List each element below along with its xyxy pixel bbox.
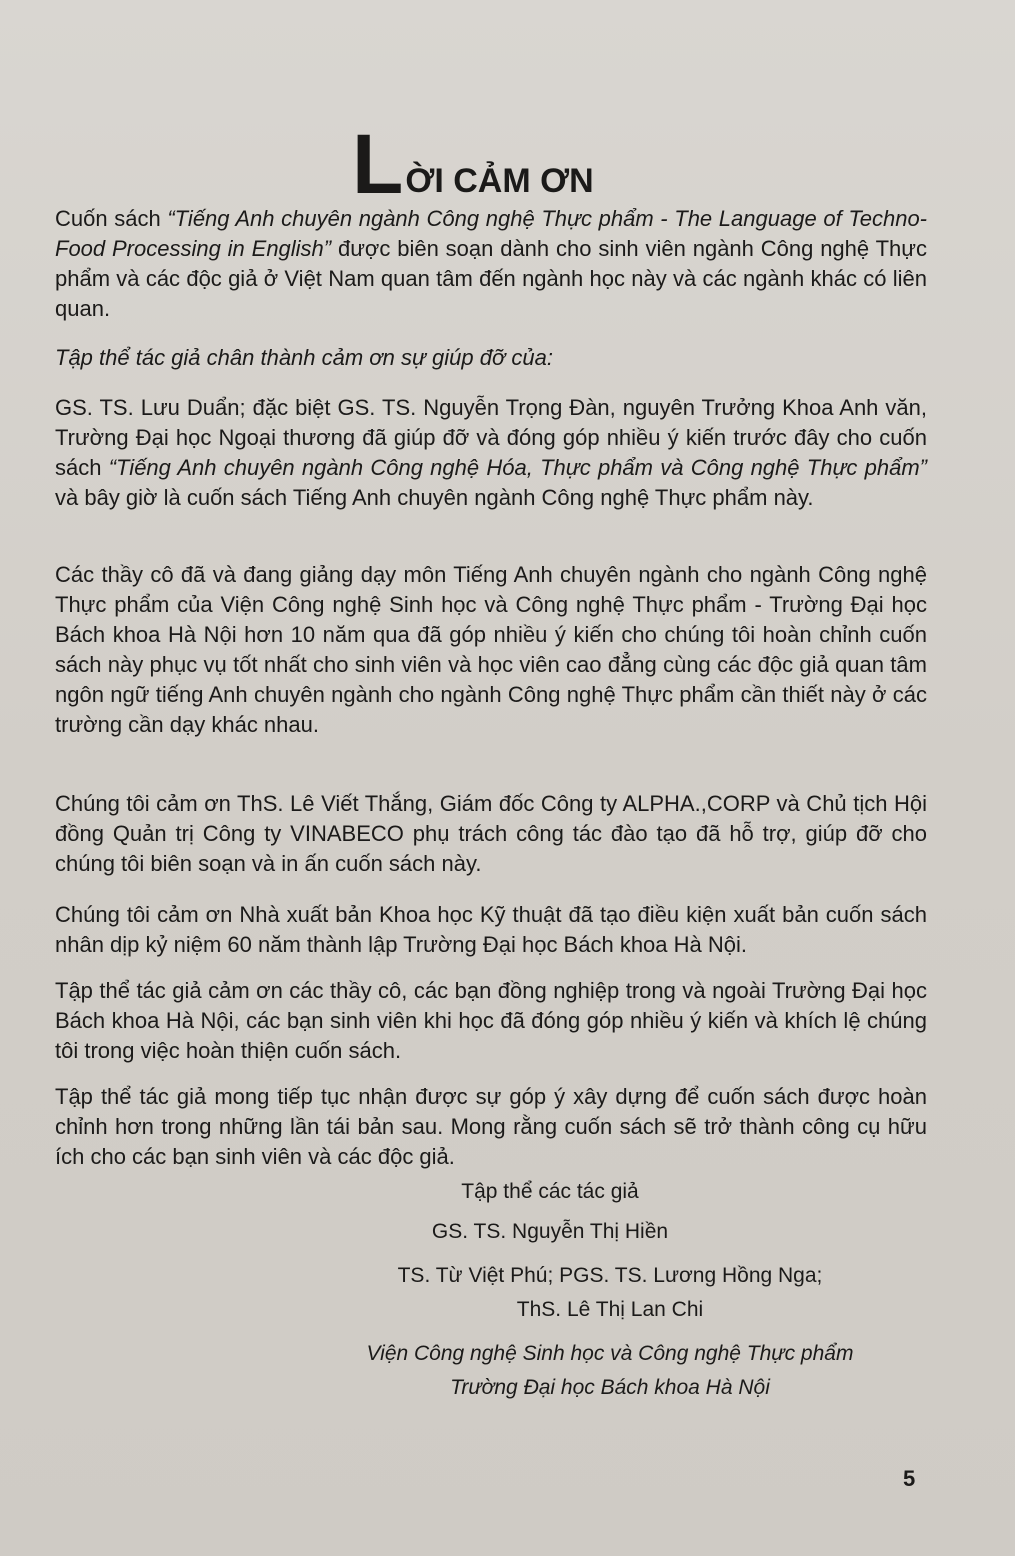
page-title (352, 117, 594, 211)
book-title-quote: “Tiếng Anh chuyên ngành Công nghệ Thực phẩm - The Language of Techno-Food Processing in English” (55, 206, 928, 261)
paragraph-intro-text-b: được biên soạn dành cho sinh viên ngành Công nghệ Thực phẩm và các độc giả ở Việt Nam quan tâm đến ngành học này và các ngành khác có liên quan. (55, 236, 927, 321)
paragraph-thanks-teachers: Các thầy cô đã và đang giảng dạy môn Tiếng Anh chuyên ngành cho ngành Công nghệ Thực phẩm của Viện Công nghệ Sinh học và Công nghệ Thực phẩm - Trường Đại học Bách khoa Hà Nội hơn 10 năm qua đã góp nhiều ý kiến cho chúng tôi hoàn chỉnh cuốn sách này phục vụ tốt nhất cho sinh viên và học viên cao đẳng cùng các độc giả quan tâm ngôn ngữ tiếng Anh chuyên ngành cho ngành Công nghệ Thực phẩm cần thiết này ở các trường cần dạy khác nhau. (55, 562, 927, 737)
signature-lead-author: GS. TS. Nguyễn Thị Hiền (431, 1220, 669, 1243)
paragraph-thanks-sponsor: Chúng tôi cảm ơn ThS. Lê Viết Thắng, Giám đốc Công ty ALPHA.,CORP và Chủ tịch Hội đồng Quản trị Công ty VINABECO phụ trách công tác đào tạo đã hỗ trợ, giúp đỡ cho chúng tôi biên soạn và in ấn cuốn sách này. (55, 791, 927, 876)
paragraph-intro-text-a: Cuốn sách (55, 206, 168, 231)
paragraph-professors-text-a: GS. TS. Lưu Duẩn; đặc biệt GS. TS. Nguyễn Trọng Đàn, nguyên Trưởng Khoa Anh văn, Trường Đại học Ngoại thương đã giúp đỡ và đóng góp nhiều ý kiến trước đây cho cuốn sách (55, 395, 927, 480)
paragraph-thanks-lead: Tập thể tác giả chân thành cảm ơn sự giúp đỡ của: (55, 345, 553, 370)
paragraph-thanks-publisher: Chúng tôi cảm ơn Nhà xuất bản Khoa học Kỹ thuật đã tạo điều kiện xuất bản cuốn sách nhân dịp kỷ niệm 60 năm thành lập Trường Đại học Bách khoa Hà Nội. (55, 902, 927, 957)
signature-group: Tập thể các tác giả (461, 1180, 639, 1203)
paragraph-intro (55, 204, 927, 324)
page-number: 5 (903, 1466, 916, 1491)
signature-coauthor-2: ThS. Lê Thị Lan Chi (516, 1298, 704, 1321)
previous-book-title-quote: “Tiếng Anh chuyên ngành Công nghệ Hóa, Thực phẩm và Công nghệ Thực phẩm” (108, 455, 927, 480)
paragraph-professors-text-b: và bây giờ là cuốn sách Tiếng Anh chuyên ngành Công nghệ Thực phẩm này. (55, 485, 814, 510)
paragraph-closing: Tập thể tác giả mong tiếp tục nhận được sự góp ý xây dựng để cuốn sách được hoàn chỉnh hơn trong những lần tái bản sau. Mong rằng cuốn sách sẽ trở thành công cụ hữu ích cho các bạn sinh viên và các độc giả. (55, 1084, 927, 1169)
title-dropcap: L (352, 117, 404, 211)
signature-coauthors: TS. Từ Việt Phú; PGS. TS. Lương Hồng Nga; (397, 1264, 823, 1287)
paragraph-thanks-professors (55, 393, 927, 513)
signature-institute: Viện Công nghệ Sinh học và Công nghệ Thực phẩm (366, 1342, 854, 1365)
title-text: ỜI CẢM ƠN (405, 162, 594, 200)
paragraph-thanks-colleagues: Tập thể tác giả cảm ơn các thầy cô, các bạn đồng nghiệp trong và ngoài Trường Đại học Bách khoa Hà Nội, các bạn sinh viên khi học đã đóng góp nhiều ý kiến và khích lệ chúng tôi trong việc hoàn thiện cuốn sách. (55, 978, 927, 1063)
signature-university: Trường Đại học Bách khoa Hà Nội (450, 1376, 770, 1399)
